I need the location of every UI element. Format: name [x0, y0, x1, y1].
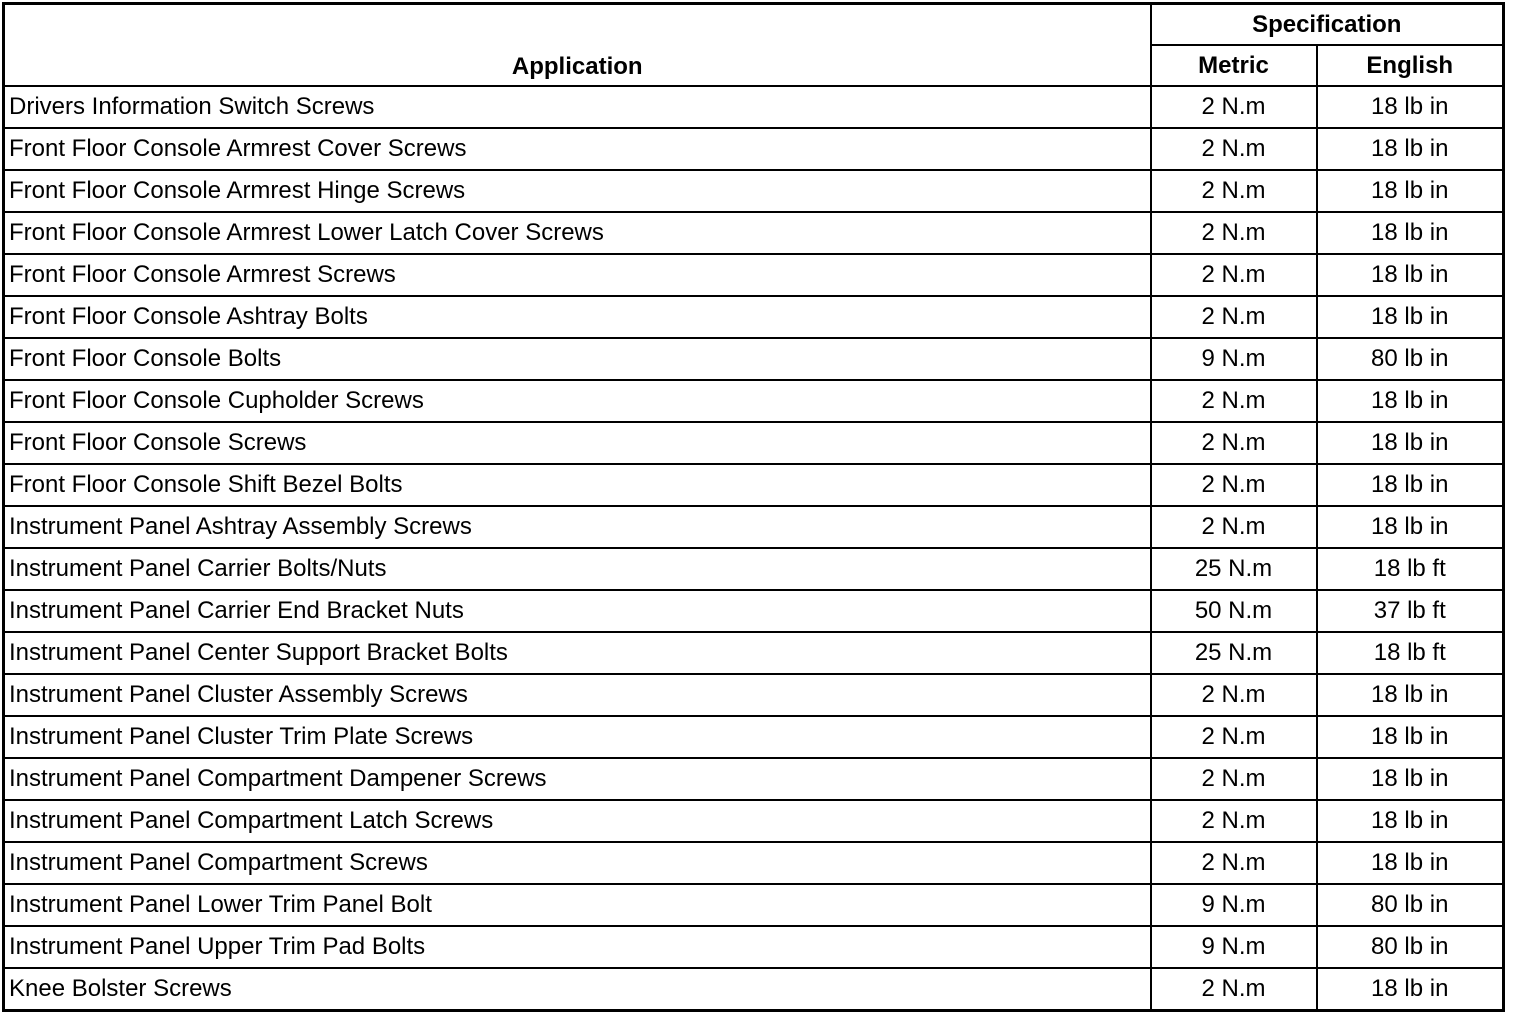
application-cell: Instrument Panel Ashtray Assembly Screws	[4, 506, 1151, 548]
application-cell: Knee Bolster Screws	[4, 968, 1151, 1011]
application-cell: Front Floor Console Armrest Lower Latch Cover Screws	[4, 212, 1151, 254]
table-row	[4, 968, 1504, 1011]
application-cell: Instrument Panel Cluster Assembly Screws	[4, 674, 1151, 716]
metric-cell: 2 N.m	[1151, 464, 1317, 506]
table-row	[4, 926, 1504, 968]
table-row	[4, 590, 1504, 632]
metric-cell: 2 N.m	[1151, 968, 1317, 1011]
application-cell: Instrument Panel Center Support Bracket Bolts	[4, 632, 1151, 674]
metric-cell: 2 N.m	[1151, 296, 1317, 338]
english-cell: 18 lb in	[1317, 842, 1504, 884]
table-row	[4, 170, 1504, 212]
metric-header: Metric	[1151, 45, 1317, 86]
metric-cell: 2 N.m	[1151, 758, 1317, 800]
application-cell: Front Floor Console Bolts	[4, 338, 1151, 380]
english-cell: 18 lb in	[1317, 716, 1504, 758]
table-row	[4, 422, 1504, 464]
application-cell: Front Floor Console Ashtray Bolts	[4, 296, 1151, 338]
table-row	[4, 758, 1504, 800]
application-cell: Drivers Information Switch Screws	[4, 86, 1151, 128]
application-cell: Instrument Panel Cluster Trim Plate Screws	[4, 716, 1151, 758]
application-cell: Front Floor Console Screws	[4, 422, 1151, 464]
english-cell: 18 lb in	[1317, 128, 1504, 170]
table-row	[4, 128, 1504, 170]
metric-cell: 2 N.m	[1151, 800, 1317, 842]
metric-cell: 9 N.m	[1151, 926, 1317, 968]
table-row	[4, 212, 1504, 254]
english-cell: 18 lb in	[1317, 254, 1504, 296]
metric-cell: 2 N.m	[1151, 86, 1317, 128]
application-cell: Instrument Panel Compartment Screws	[4, 842, 1151, 884]
metric-cell: 9 N.m	[1151, 338, 1317, 380]
table-row	[4, 632, 1504, 674]
table-row	[4, 884, 1504, 926]
english-cell: 18 lb in	[1317, 674, 1504, 716]
metric-cell: 2 N.m	[1151, 506, 1317, 548]
torque-specification-table	[2, 2, 1505, 1012]
table-header	[4, 4, 1504, 87]
table-row	[4, 800, 1504, 842]
application-cell: Instrument Panel Lower Trim Panel Bolt	[4, 884, 1151, 926]
table-row	[4, 842, 1504, 884]
english-cell: 37 lb ft	[1317, 590, 1504, 632]
table-row	[4, 86, 1504, 128]
application-cell: Instrument Panel Upper Trim Pad Bolts	[4, 926, 1151, 968]
application-cell: Instrument Panel Compartment Dampener Screws	[4, 758, 1151, 800]
metric-cell: 2 N.m	[1151, 842, 1317, 884]
metric-cell: 50 N.m	[1151, 590, 1317, 632]
application-cell: Instrument Panel Carrier End Bracket Nuts	[4, 590, 1151, 632]
application-header: Application	[4, 4, 1151, 87]
english-cell: 18 lb ft	[1317, 632, 1504, 674]
english-cell: 18 lb in	[1317, 758, 1504, 800]
metric-cell: 2 N.m	[1151, 254, 1317, 296]
metric-cell: 2 N.m	[1151, 380, 1317, 422]
english-cell: 18 lb in	[1317, 464, 1504, 506]
english-cell: 18 lb in	[1317, 968, 1504, 1011]
metric-cell: 2 N.m	[1151, 170, 1317, 212]
application-cell: Instrument Panel Compartment Latch Screws	[4, 800, 1151, 842]
specification-header: Specification	[1151, 4, 1504, 46]
english-cell: 18 lb ft	[1317, 548, 1504, 590]
table-row	[4, 464, 1504, 506]
application-cell: Instrument Panel Carrier Bolts/Nuts	[4, 548, 1151, 590]
table-row	[4, 380, 1504, 422]
metric-cell: 2 N.m	[1151, 716, 1317, 758]
table-row	[4, 548, 1504, 590]
metric-cell: 25 N.m	[1151, 632, 1317, 674]
table-body	[4, 86, 1504, 1011]
application-cell: Front Floor Console Cupholder Screws	[4, 380, 1151, 422]
english-cell: 18 lb in	[1317, 380, 1504, 422]
english-header: English	[1317, 45, 1504, 86]
application-cell: Front Floor Console Armrest Screws	[4, 254, 1151, 296]
english-cell: 18 lb in	[1317, 170, 1504, 212]
english-cell: 80 lb in	[1317, 884, 1504, 926]
table-row	[4, 338, 1504, 380]
table-row	[4, 254, 1504, 296]
english-cell: 18 lb in	[1317, 296, 1504, 338]
table-row	[4, 716, 1504, 758]
english-cell: 18 lb in	[1317, 86, 1504, 128]
application-cell: Front Floor Console Armrest Cover Screws	[4, 128, 1151, 170]
metric-cell: 2 N.m	[1151, 674, 1317, 716]
table-row	[4, 506, 1504, 548]
metric-cell: 25 N.m	[1151, 548, 1317, 590]
english-cell: 80 lb in	[1317, 926, 1504, 968]
metric-cell: 2 N.m	[1151, 212, 1317, 254]
english-cell: 18 lb in	[1317, 212, 1504, 254]
table-row	[4, 296, 1504, 338]
metric-cell: 2 N.m	[1151, 422, 1317, 464]
english-cell: 18 lb in	[1317, 422, 1504, 464]
metric-cell: 9 N.m	[1151, 884, 1317, 926]
english-cell: 80 lb in	[1317, 338, 1504, 380]
metric-cell: 2 N.m	[1151, 128, 1317, 170]
english-cell: 18 lb in	[1317, 800, 1504, 842]
application-cell: Front Floor Console Shift Bezel Bolts	[4, 464, 1151, 506]
application-cell: Front Floor Console Armrest Hinge Screws	[4, 170, 1151, 212]
table-row	[4, 674, 1504, 716]
english-cell: 18 lb in	[1317, 506, 1504, 548]
